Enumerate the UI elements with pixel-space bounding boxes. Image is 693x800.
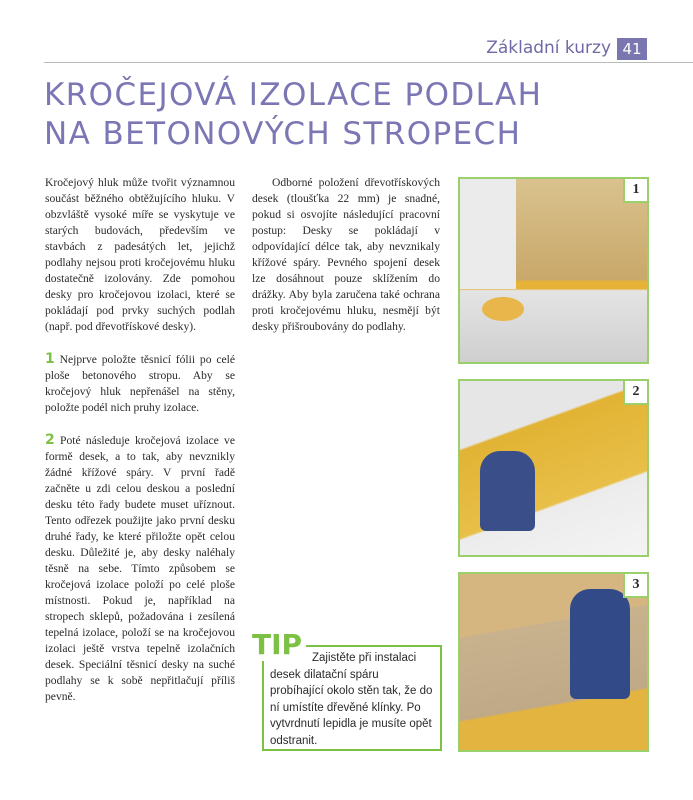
middle-paragraph: Odborné položení dřevotřískových desek (tloušťka 22 mm) je snadné, pokud si osvojíte následující pracovní postup: Desky se pokládají v odpovídající délce tak, aby nevznikaly křížové spáry. Pevného spojení desek lze dosáhnout pouze sklížením do drážky. Aby byla zaručena také ochrana proti kročejovému hluku, nesmějí být desky přišroubovány do podlahy.	[252, 176, 440, 333]
step-1-paragraph	[45, 351, 235, 416]
step-1-number: 1	[45, 351, 55, 367]
tip-label: TIP	[252, 628, 306, 661]
step-2-paragraph	[45, 432, 235, 705]
page-title	[44, 76, 542, 154]
photo-badge-1: 1	[623, 179, 647, 203]
intro-paragraph: Kročejový hluk může tvořit významnou součást běžného obtěžujícího hluku. V obzvláště vysoké míře se vyskytuje ve starých budovách, především ve stavbách z padesátých let, jejichž podlahy nejsou proti kročejovému hluku dostatečně izolovány. Zde pomohou desky pro kročejovou izolaci, které se pokládají pod prvky suchých podlah (např. pod dřevotřískové desky).	[45, 176, 235, 333]
title-line-1: KROČEJOVÁ IZOLACE PODLAH	[44, 77, 543, 113]
photo-step-2	[458, 379, 649, 557]
section-title: Základní kurzy	[486, 38, 611, 58]
tip-box-top-border	[306, 645, 440, 647]
left-column	[45, 175, 235, 721]
photo-step-3	[458, 572, 649, 752]
photo-step-1	[458, 177, 649, 364]
worker-figure	[570, 589, 630, 699]
tip-text: Zajistěte při instalaci desek dilatační spáru probíhající okolo stěn tak, že do ní umístíte dřevěné klínky. Po vytvrdnutí lepidla je musíte opět odstranit.	[270, 652, 433, 747]
header-divider	[44, 62, 693, 63]
worker-figure	[480, 451, 535, 531]
photo-badge-3: 3	[623, 574, 647, 598]
middle-column	[252, 175, 440, 351]
step-1-text: Nejprve položte těsnicí fólii po celé ploše betonového stropu. Aby se kročejový hluk nepřenášel na stěny, položte podél nich pruhy izolace.	[45, 353, 235, 414]
photo-badge-2: 2	[623, 381, 647, 405]
page-number: 41	[617, 38, 647, 60]
insulation-roll	[482, 297, 524, 321]
photo-wall	[460, 179, 516, 289]
title-line-2: NA BETONOVÝCH STROPECH	[44, 116, 522, 152]
step-2-text: Poté následuje kročejová izolace ve formě desek, a to tak, aby nevznikly žádné křížové spáry. V první řadě začněte u zdi celou deskou a poslední desku této řady budete muset uříznout. Tento odřezek použijte jako první desku druhé řady, ke které přiložte opět celou desku. Důležité je, aby desky naléhaly těsně na sebe. Tímto způsobem se kročejová izolace položí po celé ploše místnosti. Pokud je, například na stropech sklepů, požadována i zesílená tepelná izolace, položí se na kročejovou izolaci ještě vrstva tepelně izolačních desek. Speciální těsnicí desky na suché podlahy se k sobě nepřitlačují příliš pevně.	[45, 434, 235, 703]
step-2-number: 2	[45, 432, 55, 448]
